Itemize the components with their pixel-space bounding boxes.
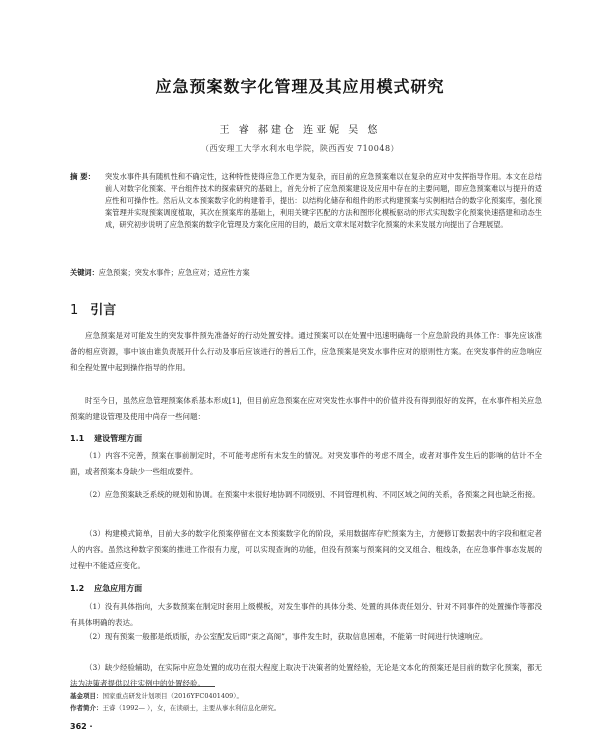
keywords-block [70,268,542,278]
author-list: 王 睿 郝建仓 连亚妮 吴 悠 [219,125,381,136]
intro-paragraph-2: 时至今日，虽然应急管理预案体系基本形成[1]，但目前应急预案在应对突发性水事件中的价值并没有得到很好的发挥，在水事件相关应急预案的建设管理及使用中尚存一些问题： [70,396,542,421]
section-number: 1 [70,303,79,318]
subsection-title: 应急应用方面 [94,584,143,593]
footnote-author [70,703,280,712]
keywords-label: 关键词： [70,268,99,277]
abstract-block [70,171,542,231]
subsection-number: 1.2 [70,584,85,593]
fund-text: 国家重点研发计划项目（2016YFC0401409）。 [102,692,244,700]
footnote-divider [70,686,215,687]
subsection-title: 建设管理方面 [94,434,143,443]
paragraph-1-1-1: （1）内容不完善，预案在事前制定时，不可能考虑所有未发生的情况。对突发事件的考虑不周全，或者对事件发生后的影响的估计不全面，或者预案本身缺少一些组成要件。 [70,451,542,476]
abstract-text: 突发水事件具有随机性和不确定性，这种特性使得应急工作更为复杂，而目前的应急预案难以在复杂的应对中发挥指导作用。本文在总结前人对数字化预案、平台组件技术的探索研究的基础上，首先分析了应急预案建设及应用中存在的主要问题，即应急预案难以与提升的适应性和可操作性。然后从文本预案数字化的构建着手，提出：以结构化储存和组件的形式构建预案与实例相结合的数字化预案库，强化预案管理并实现预案调度植取，其次在预案库的基础上，利用关键字匹配的方法和图形化模板驱动的形式实现数字化预案快速搭建和动态生成，研究初步说明了应急预案的数字化管理及方案化应用的目的，最后文章末尾对数字化预案的未来发展方向提出了合理展望。 [105,172,542,229]
paragraph-1-1-2: （2）应急预案缺乏系统的规划和协调。在预案中未很好地协调不同级别、不同管理机构、不同区域之间的关系，各预案之间也缺乏衔接。 [85,490,540,499]
author-bio-text: 王睿（1992— ），女，在读硕士，主要从事水利信息化研究。 [102,704,281,712]
keywords-text: 应急预案；突发水事件；应急应对；适应性方案 [98,268,250,277]
abstract-label: 摘 要： [70,172,96,181]
intro-paragraph-1: 应急预案是对可能发生的突发事件预先准备好的行动处置安排。通过预案可以在处置中迅速明确每一个应急阶段的具体工作：事先应该准备的相应资源，事中该由谁负责展开什么行动及事后应该进行的善后工作，应急预案是突发水事件应对的原则性方案。在突发事件的应急响应和全程处置中起到操作指导的作用。 [70,331,542,372]
fund-label: 基金项目： [70,692,103,700]
page-number: 362 · [70,722,93,731]
author-bio-label: 作者简介： [70,704,103,712]
subsection-heading-1-2 [70,583,142,594]
affiliation: （西安理工大学水利水电学院，陕西西安 710048） [200,144,400,153]
paragraph-1-2-2: （2）现有预案一般都是纸质版，办公室配发后即“束之高阁”，事件发生时，获取信息困难，不能第一时间进行快速响应。 [85,632,488,641]
paper-title: 应急预案数字化管理及其应用模式研究 [155,77,445,96]
subsection-number: 1.1 [70,434,85,443]
paragraph-1-2-3: （3）缺少经验辅助，在实际中应急处置的成功在很大程度上取决于决策者的处置经验，无论是文本化的预案还是目前的数字化预案，都无法为决策者提供以往实例中的处置经验。 [70,663,542,688]
section-title: 引言 [90,303,117,318]
paragraph-1-2-1: （1）没有具体指向，大多数预案在制定时套用上级模板，对发生事件的具体分类、处置的具体责任划分、针对不同事件的处置操作等都没有具体明确的表达。 [70,602,542,627]
paragraph-1-1-3: （3）构建模式简单，目前大多的数字化预案停留在文本预案数字化的阶段，采用数据库存贮预案为主，方便修订数据表中的字段和框定者人的内容。虽然这种数字预案的推进工作很有力度，可以实现查询的功能，但没有预案与预案间的交叉组合、粗线条，在应急事件事态发展的过程中不能适应变化。 [70,529,542,570]
section-heading-intro [70,299,116,318]
subsection-heading-1-1 [70,433,142,444]
footnote-fund [70,691,243,700]
